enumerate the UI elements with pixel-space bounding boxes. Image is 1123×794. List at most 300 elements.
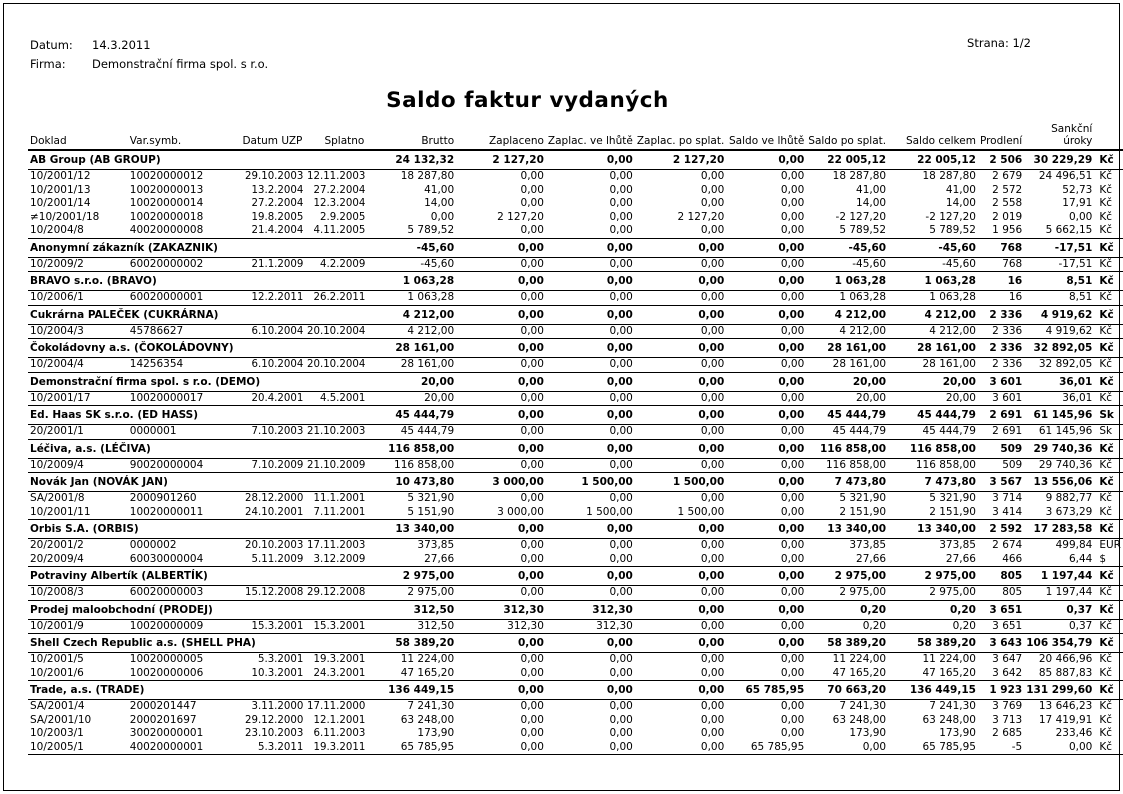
invoice-cell: 10/2005/1 — [30, 740, 84, 753]
group-total-cell: 0,00 — [517, 523, 544, 535]
invoice-cell: 0,00 — [700, 458, 725, 471]
currency-cell: Kč — [1099, 391, 1112, 404]
invoice-cell: 10/2004/8 — [30, 224, 84, 236]
group-total-cell: 29 740,36 — [1033, 442, 1093, 455]
invoice-cell: 0,00 — [700, 666, 725, 679]
invoice-row — [28, 211, 1123, 225]
invoice-cell: 19.3.2011 — [313, 741, 366, 753]
group-total-cell: 32 892,05 — [1033, 342, 1093, 354]
invoice-cell: 41,00 — [424, 183, 455, 196]
group-total-cell: 0,00 — [778, 409, 805, 421]
group-total-cell: 3 000,00 — [492, 476, 544, 488]
invoice-cell: 52,73 — [1062, 183, 1093, 196]
currency-cell: Kč — [1099, 586, 1112, 598]
invoice-cell: 85 887,83 — [1038, 666, 1093, 679]
invoice-cell: 17 419,91 — [1038, 713, 1093, 726]
invoice-cell: 0,00 — [609, 458, 633, 471]
invoice-cell: 63 248,00 — [832, 713, 887, 726]
invoice-cell: 2 674 — [992, 539, 1023, 551]
group-total-cell: 2 506 — [989, 154, 1023, 166]
group-total-row — [28, 372, 1123, 391]
group-total-cell: 116 858,00 — [820, 442, 887, 455]
invoice-cell: 7.11.2001 — [313, 506, 366, 518]
invoice-cell: 12.1.2001 — [313, 714, 366, 726]
invoice-cell: 173,90 — [849, 727, 887, 739]
group-total-row — [28, 567, 1123, 586]
group-total-cell: 58 389,20 — [395, 637, 455, 649]
invoice-cell: 0,00 — [520, 727, 544, 739]
currency-cell: Kč — [1099, 505, 1112, 518]
invoice-cell: 5.11.2009 — [251, 553, 304, 565]
group-total-cell: 13 340,00 — [395, 523, 455, 535]
invoice-cell: 373,85 — [939, 539, 976, 551]
invoice-cell: 5.3.2001 — [257, 654, 304, 665]
invoice-cell: 4.11.2005 — [313, 225, 366, 236]
group-total-cell: 0,00 — [778, 637, 805, 649]
currency-cell: Kč — [1099, 666, 1112, 679]
group-total-cell: 0,20 — [860, 603, 887, 616]
invoice-cell: 2 558 — [992, 197, 1023, 209]
invoice-cell: -5 — [1011, 740, 1023, 753]
invoice-cell: 0,00 — [780, 552, 805, 565]
invoice-cell: 0,00 — [780, 539, 805, 551]
group-total-cell: 0,00 — [517, 684, 544, 696]
group-total-cell: 0,00 — [698, 637, 725, 649]
invoice-cell: 6.10.2004 — [251, 359, 304, 370]
invoice-cell: 4.2.2009 — [319, 258, 366, 270]
group-total-cell: 0,00 — [778, 476, 805, 488]
currency-cell: Kč — [1099, 197, 1112, 209]
invoice-cell: 0,00 — [780, 653, 805, 665]
invoice-cell: 41,00 — [945, 183, 976, 196]
currency-cell: Kč — [1099, 275, 1114, 287]
group-total-cell: 1 923 — [989, 684, 1023, 696]
invoice-cell: 1 956 — [992, 224, 1023, 236]
invoice-row — [28, 170, 1123, 184]
invoice-cell: 0,00 — [700, 539, 725, 551]
report-title: Saldo faktur vydaných — [386, 88, 669, 113]
invoice-cell: 10020000005 — [129, 653, 204, 665]
invoice-cell: 14,00 — [945, 197, 976, 209]
invoice-cell: 20.10.2004 — [307, 325, 366, 337]
invoice-cell: 2 151,90 — [929, 505, 976, 518]
group-total-cell: 61 145,96 — [1033, 409, 1093, 421]
invoice-cell: 45 444,79 — [400, 425, 455, 437]
group-total-cell: 13 340,00 — [917, 523, 976, 535]
invoice-cell: 7.10.2009 — [251, 459, 304, 471]
invoice-cell: 805 — [1002, 586, 1023, 598]
invoice-cell: 26.2.2011 — [313, 292, 366, 303]
invoice-cell: 41,00 — [856, 183, 887, 196]
invoice-cell: 0,00 — [780, 505, 805, 518]
group-total-cell: 0,00 — [606, 684, 633, 696]
invoice-cell: 11 224,00 — [922, 653, 976, 665]
invoice-cell: 0,00 — [700, 224, 725, 236]
group-total-cell: 0,00 — [778, 241, 805, 254]
invoice-cell: 24.3.2001 — [313, 667, 366, 679]
currency-cell: Kč — [1099, 637, 1114, 649]
datum-label: Datum: — [30, 38, 73, 52]
invoice-cell: 65 785,95 — [750, 740, 805, 753]
column-header: Brutto — [421, 134, 455, 147]
invoice-row — [28, 539, 1123, 553]
invoice-cell: 21.4.2004 — [251, 225, 304, 236]
group-total-cell: 45 444,79 — [827, 409, 887, 421]
group-total-cell: 0,00 — [517, 275, 544, 287]
group-total-cell: 0,00 — [606, 442, 633, 455]
invoice-cell: 20/2001/2 — [30, 539, 84, 551]
invoice-cell: 5 789,52 — [839, 224, 887, 236]
invoice-row — [28, 714, 1123, 728]
group-total-cell: 0,00 — [517, 409, 544, 421]
invoice-cell: 373,85 — [849, 539, 887, 551]
column-header: Zaplac. po splat. — [636, 134, 725, 147]
invoice-cell: 0,00 — [520, 586, 544, 598]
invoice-row — [28, 291, 1123, 306]
invoice-cell: 3 647 — [992, 653, 1023, 665]
invoice-cell: 3 769 — [992, 700, 1023, 712]
invoice-cell: 28 161,00 — [400, 358, 455, 370]
invoice-cell: 0,00 — [780, 586, 805, 598]
invoice-cell: 2 127,20 — [497, 210, 544, 223]
invoice-cell: 0000001 — [129, 425, 177, 437]
invoice-cell: 10/2001/17 — [30, 391, 91, 404]
invoice-cell: 0,00 — [700, 727, 725, 739]
invoice-cell: -45,60 — [942, 257, 976, 270]
invoice-cell: 27,66 — [424, 552, 455, 565]
group-total-cell: 8,51 — [1066, 275, 1093, 287]
invoice-cell: 60020000002 — [129, 257, 204, 270]
group-total-cell: 0,00 — [698, 342, 725, 354]
invoice-cell: 0,00 — [700, 700, 725, 712]
invoice-cell: 27.2.2004 — [251, 198, 304, 209]
currency-cell: Kč — [1099, 727, 1112, 739]
invoice-cell: 0,00 — [609, 586, 633, 598]
invoice-cell: 233,46 — [1055, 727, 1093, 739]
currency-cell: Kč — [1099, 375, 1114, 388]
invoice-cell: 6.10.2004 — [251, 325, 304, 337]
invoice-row — [28, 492, 1123, 506]
invoice-cell: 0,00 — [609, 700, 633, 712]
group-total-row — [28, 520, 1123, 539]
invoice-cell: 0,00 — [780, 324, 805, 337]
group-total-cell: 28 161,00 — [827, 342, 887, 354]
column-header: Prodlení — [979, 134, 1023, 147]
invoice-cell: 10/2001/9 — [30, 619, 84, 632]
invoice-cell: 20 466,96 — [1038, 653, 1093, 665]
invoice-cell: 2 336 — [992, 358, 1023, 370]
invoice-cell: 0,00 — [609, 539, 633, 551]
invoice-row — [28, 619, 1123, 634]
invoice-cell: 0,00 — [780, 257, 805, 270]
group-total-cell: 2 691 — [989, 409, 1023, 421]
currency-cell: $ — [1099, 552, 1107, 565]
group-total-cell: 0,00 — [698, 275, 725, 287]
currency-cell: Kč — [1099, 291, 1112, 303]
currency-cell: Kč — [1099, 442, 1114, 455]
invoice-cell: 20/2001/1 — [30, 425, 84, 437]
invoice-cell: 4.5.2001 — [319, 392, 366, 404]
invoice-cell: 20.10.2003 — [245, 540, 304, 551]
group-total-cell: 13 340,00 — [827, 523, 887, 535]
invoice-cell: -45,60 — [420, 257, 455, 270]
invoice-cell: 116 858,00 — [394, 458, 455, 471]
invoice-cell: 2 151,90 — [839, 505, 887, 518]
invoice-cell: 0,00 — [520, 700, 544, 712]
invoice-cell: 17.11.2003 — [307, 540, 366, 551]
invoice-cell: 13.2.2004 — [251, 184, 304, 196]
invoice-cell: 21.10.2003 — [307, 426, 366, 437]
invoice-cell: 4 919,62 — [1045, 324, 1093, 337]
group-total-cell: 131 299,60 — [1026, 684, 1093, 696]
invoice-cell: 0,00 — [609, 492, 633, 504]
column-header: Datum UZP — [242, 134, 303, 147]
group-total-cell: 1 063,28 — [834, 275, 887, 287]
invoice-cell: 10020000011 — [129, 505, 204, 518]
invoice-cell: 2 019 — [992, 210, 1023, 223]
invoice-cell: 0,00 — [700, 492, 725, 504]
invoice-cell: 65 785,95 — [400, 740, 455, 753]
invoice-cell: 173,90 — [417, 727, 455, 739]
invoice-cell: 29.10.2003 — [245, 171, 304, 182]
currency-cell: EUR — [1099, 539, 1121, 551]
invoice-cell: 15.3.2001 — [251, 620, 304, 632]
invoice-cell: 21.1.2009 — [251, 258, 304, 270]
invoice-cell: 30020000001 — [129, 727, 204, 739]
group-total-row — [28, 473, 1123, 492]
currency-cell: Sk — [1099, 425, 1113, 437]
group-total-cell: 2 975,00 — [924, 570, 976, 582]
group-total-row — [28, 339, 1123, 358]
invoice-row — [28, 358, 1123, 373]
group-total-cell: 0,00 — [606, 308, 633, 321]
invoice-cell: 19.8.2005 — [251, 211, 304, 223]
group-total-cell: 116 858,00 — [909, 442, 976, 455]
invoice-cell: 5.3.2011 — [257, 741, 304, 753]
invoice-cell: 0,00 — [609, 291, 633, 303]
group-total-cell: 2 336 — [989, 308, 1023, 321]
invoice-row — [28, 197, 1123, 211]
group-total-cell: -45,60 — [416, 241, 455, 254]
group-total-cell: 1 063,28 — [402, 275, 455, 287]
invoice-cell: 0,00 — [700, 391, 725, 404]
invoice-cell: 12.3.2004 — [313, 198, 366, 209]
invoice-cell: 10/2003/1 — [30, 727, 84, 739]
column-header-row — [28, 124, 1123, 150]
invoice-row — [28, 667, 1123, 681]
invoice-cell: 3 651 — [992, 619, 1023, 632]
invoice-cell: 0,00 — [1068, 740, 1093, 753]
invoice-cell: 0,00 — [520, 224, 544, 236]
invoice-cell: 10020000009 — [129, 619, 204, 632]
invoice-cell: 0,00 — [700, 197, 725, 209]
invoice-cell: 20,00 — [945, 391, 976, 404]
strana-value: 1/2 — [1012, 36, 1031, 50]
invoice-cell: 63 248,00 — [400, 713, 455, 726]
group-total-row — [28, 272, 1123, 291]
group-name: Prodej maloobchodní (PRODEJ) — [30, 603, 213, 616]
invoice-row — [28, 184, 1123, 198]
invoice-cell: 2 685 — [992, 727, 1023, 739]
currency-cell: Kč — [1099, 324, 1112, 337]
group-total-cell: 0,00 — [698, 523, 725, 535]
invoice-cell: 0,20 — [952, 619, 976, 632]
invoice-cell: 0,00 — [780, 183, 805, 196]
invoice-cell: 2 975,00 — [929, 586, 976, 598]
invoice-cell: 0,00 — [780, 700, 805, 712]
invoice-cell: 36,01 — [1062, 391, 1093, 404]
invoice-cell: 29 740,36 — [1038, 458, 1093, 471]
column-header-currency — [1094, 124, 1123, 150]
strana-label: Strana: — [967, 36, 1009, 50]
invoice-cell: 3 601 — [992, 391, 1023, 404]
invoice-cell: 5 321,90 — [839, 492, 887, 504]
invoice-cell: 0,00 — [520, 653, 544, 665]
invoice-cell: 60020000001 — [129, 291, 204, 303]
currency-cell: Kč — [1099, 492, 1112, 504]
invoice-cell: 499,84 — [1055, 539, 1093, 551]
group-total-cell: 36,01 — [1059, 375, 1093, 388]
invoice-cell: 4 212,00 — [839, 324, 887, 337]
invoice-cell: 0,00 — [609, 257, 633, 270]
group-total-cell: 4 212,00 — [402, 308, 455, 321]
group-name: Ed. Haas SK s.r.o. (ED HASS) — [30, 409, 199, 421]
group-total-cell: -45,60 — [848, 241, 887, 254]
group-total-cell: 45 444,79 — [395, 409, 455, 421]
invoice-cell: 45 444,79 — [832, 425, 887, 437]
invoice-cell: 20.10.2004 — [307, 359, 366, 370]
column-header: Zaplac. ve lhůtě — [547, 134, 633, 147]
invoice-cell: 27.2.2004 — [313, 184, 366, 196]
group-total-cell: 0,00 — [778, 342, 805, 354]
invoice-cell: 12.2.2011 — [251, 292, 304, 303]
invoice-cell: 1 063,28 — [407, 291, 455, 303]
invoice-cell: 0,00 — [609, 653, 633, 665]
invoice-row — [28, 425, 1123, 440]
invoice-cell: 3 713 — [992, 713, 1023, 726]
invoice-cell: 10/2009/2 — [30, 257, 84, 270]
invoice-cell: 47 165,20 — [400, 666, 455, 679]
column-header: Zaplaceno — [488, 134, 544, 147]
invoice-cell: 0,00 — [609, 324, 633, 337]
group-total-cell: 1 063,28 — [924, 275, 976, 287]
invoice-cell: 0,00 — [520, 713, 544, 726]
invoice-cell: 10020000012 — [129, 170, 204, 182]
invoice-cell: 45786627 — [129, 324, 184, 337]
invoice-cell: 0,00 — [780, 492, 805, 504]
currency-cell: Kč — [1099, 241, 1114, 254]
invoice-cell: 10/2006/1 — [30, 291, 84, 303]
invoice-cell: 19.3.2001 — [313, 654, 366, 665]
invoice-cell: 1 500,00 — [677, 505, 725, 518]
invoice-cell: 10/2004/3 — [30, 324, 84, 337]
invoice-cell: 45 444,79 — [922, 425, 976, 437]
invoice-cell: 28 161,00 — [832, 358, 887, 370]
group-name: Cukrárna PALEČEK (CUKRÁRNA) — [30, 308, 219, 321]
group-total-cell: 0,00 — [517, 637, 544, 649]
invoice-cell: SA/2001/10 — [30, 713, 92, 726]
group-total-row — [28, 406, 1123, 425]
group-total-cell: 13 556,06 — [1033, 476, 1093, 488]
currency-cell: Kč — [1099, 570, 1114, 582]
invoice-cell: 0,00 — [700, 653, 725, 665]
group-total-cell: 0,00 — [606, 375, 633, 388]
column-header: Saldo celkem — [905, 134, 976, 147]
group-total-cell: 312,30 — [592, 603, 633, 616]
group-name: Trade, a.s. (TRADE) — [30, 684, 145, 696]
invoice-cell: 173,90 — [939, 727, 976, 739]
group-total-cell: 0,00 — [698, 308, 725, 321]
currency-cell: Kč — [1099, 358, 1112, 370]
invoice-cell: 116 858,00 — [915, 458, 976, 471]
group-total-cell: 2 592 — [989, 523, 1023, 535]
invoice-cell: 3 714 — [992, 492, 1023, 504]
group-total-cell: 3 567 — [989, 476, 1023, 488]
currency-cell: Kč — [1099, 170, 1112, 182]
invoice-cell: 312,50 — [417, 619, 455, 632]
invoice-cell: 0,00 — [700, 324, 725, 337]
invoice-cell: 0,00 — [780, 170, 805, 182]
invoice-cell: SA/2001/4 — [30, 700, 85, 712]
invoice-cell: 15.12.2008 — [245, 587, 304, 598]
invoice-cell: 24 496,51 — [1038, 170, 1093, 182]
currency-cell: Kč — [1099, 700, 1112, 712]
column-header: Saldo ve lhůtě — [729, 134, 805, 147]
invoice-cell: 3 000,00 — [497, 505, 544, 518]
group-total-cell: 0,00 — [698, 442, 725, 455]
invoice-row — [28, 653, 1123, 667]
group-total-row — [28, 238, 1123, 257]
group-total-cell: 45 444,79 — [917, 409, 976, 421]
invoice-cell: 29.12.2008 — [307, 587, 366, 598]
group-total-cell: 0,00 — [778, 375, 805, 388]
column-header: Saldo po splat. — [808, 134, 887, 147]
invoice-cell: 0,00 — [609, 210, 633, 223]
group-total-cell: 0,00 — [606, 570, 633, 582]
invoice-cell: 13 646,23 — [1038, 700, 1093, 712]
invoice-cell: 10/2008/3 — [30, 586, 84, 598]
group-total-cell: 4 919,62 — [1040, 308, 1093, 321]
invoice-cell: 2 127,20 — [677, 210, 725, 223]
invoice-cell: 3.12.2009 — [313, 553, 366, 565]
invoice-cell: 768 — [1002, 257, 1023, 270]
invoice-cell: 20.4.2001 — [251, 392, 304, 404]
invoice-cell: 24.10.2001 — [245, 506, 304, 518]
invoice-cell: 27,66 — [945, 552, 976, 565]
invoice-cell: 28 161,00 — [922, 358, 976, 370]
invoice-row — [28, 553, 1123, 567]
group-total-cell: 312,30 — [503, 603, 544, 616]
invoice-cell: 312,30 — [507, 619, 544, 632]
invoice-cell: 1 063,28 — [839, 291, 887, 303]
invoice-cell: 2 975,00 — [407, 586, 455, 598]
invoice-cell: 10/2001/6 — [30, 666, 84, 679]
group-total-row — [28, 600, 1123, 619]
group-total-cell: 0,00 — [778, 442, 805, 455]
group-total-cell: 17 283,58 — [1033, 523, 1093, 535]
group-name: Shell Czech Republic a.s. (SHELL PHA) — [30, 637, 256, 649]
column-header: Splatno — [324, 134, 365, 147]
group-total-cell: 70 663,20 — [827, 684, 887, 696]
group-total-cell: 20,00 — [942, 375, 976, 388]
group-total-cell: 2 975,00 — [834, 570, 887, 582]
group-total-cell: 24 132,32 — [395, 154, 455, 166]
group-name: BRAVO s.r.o. (BRAVO) — [30, 275, 157, 287]
column-header: Doklad — [30, 134, 67, 147]
invoice-cell: 5 321,90 — [929, 492, 976, 504]
invoice-cell: 0,00 — [700, 619, 725, 632]
group-total-row — [28, 305, 1123, 324]
